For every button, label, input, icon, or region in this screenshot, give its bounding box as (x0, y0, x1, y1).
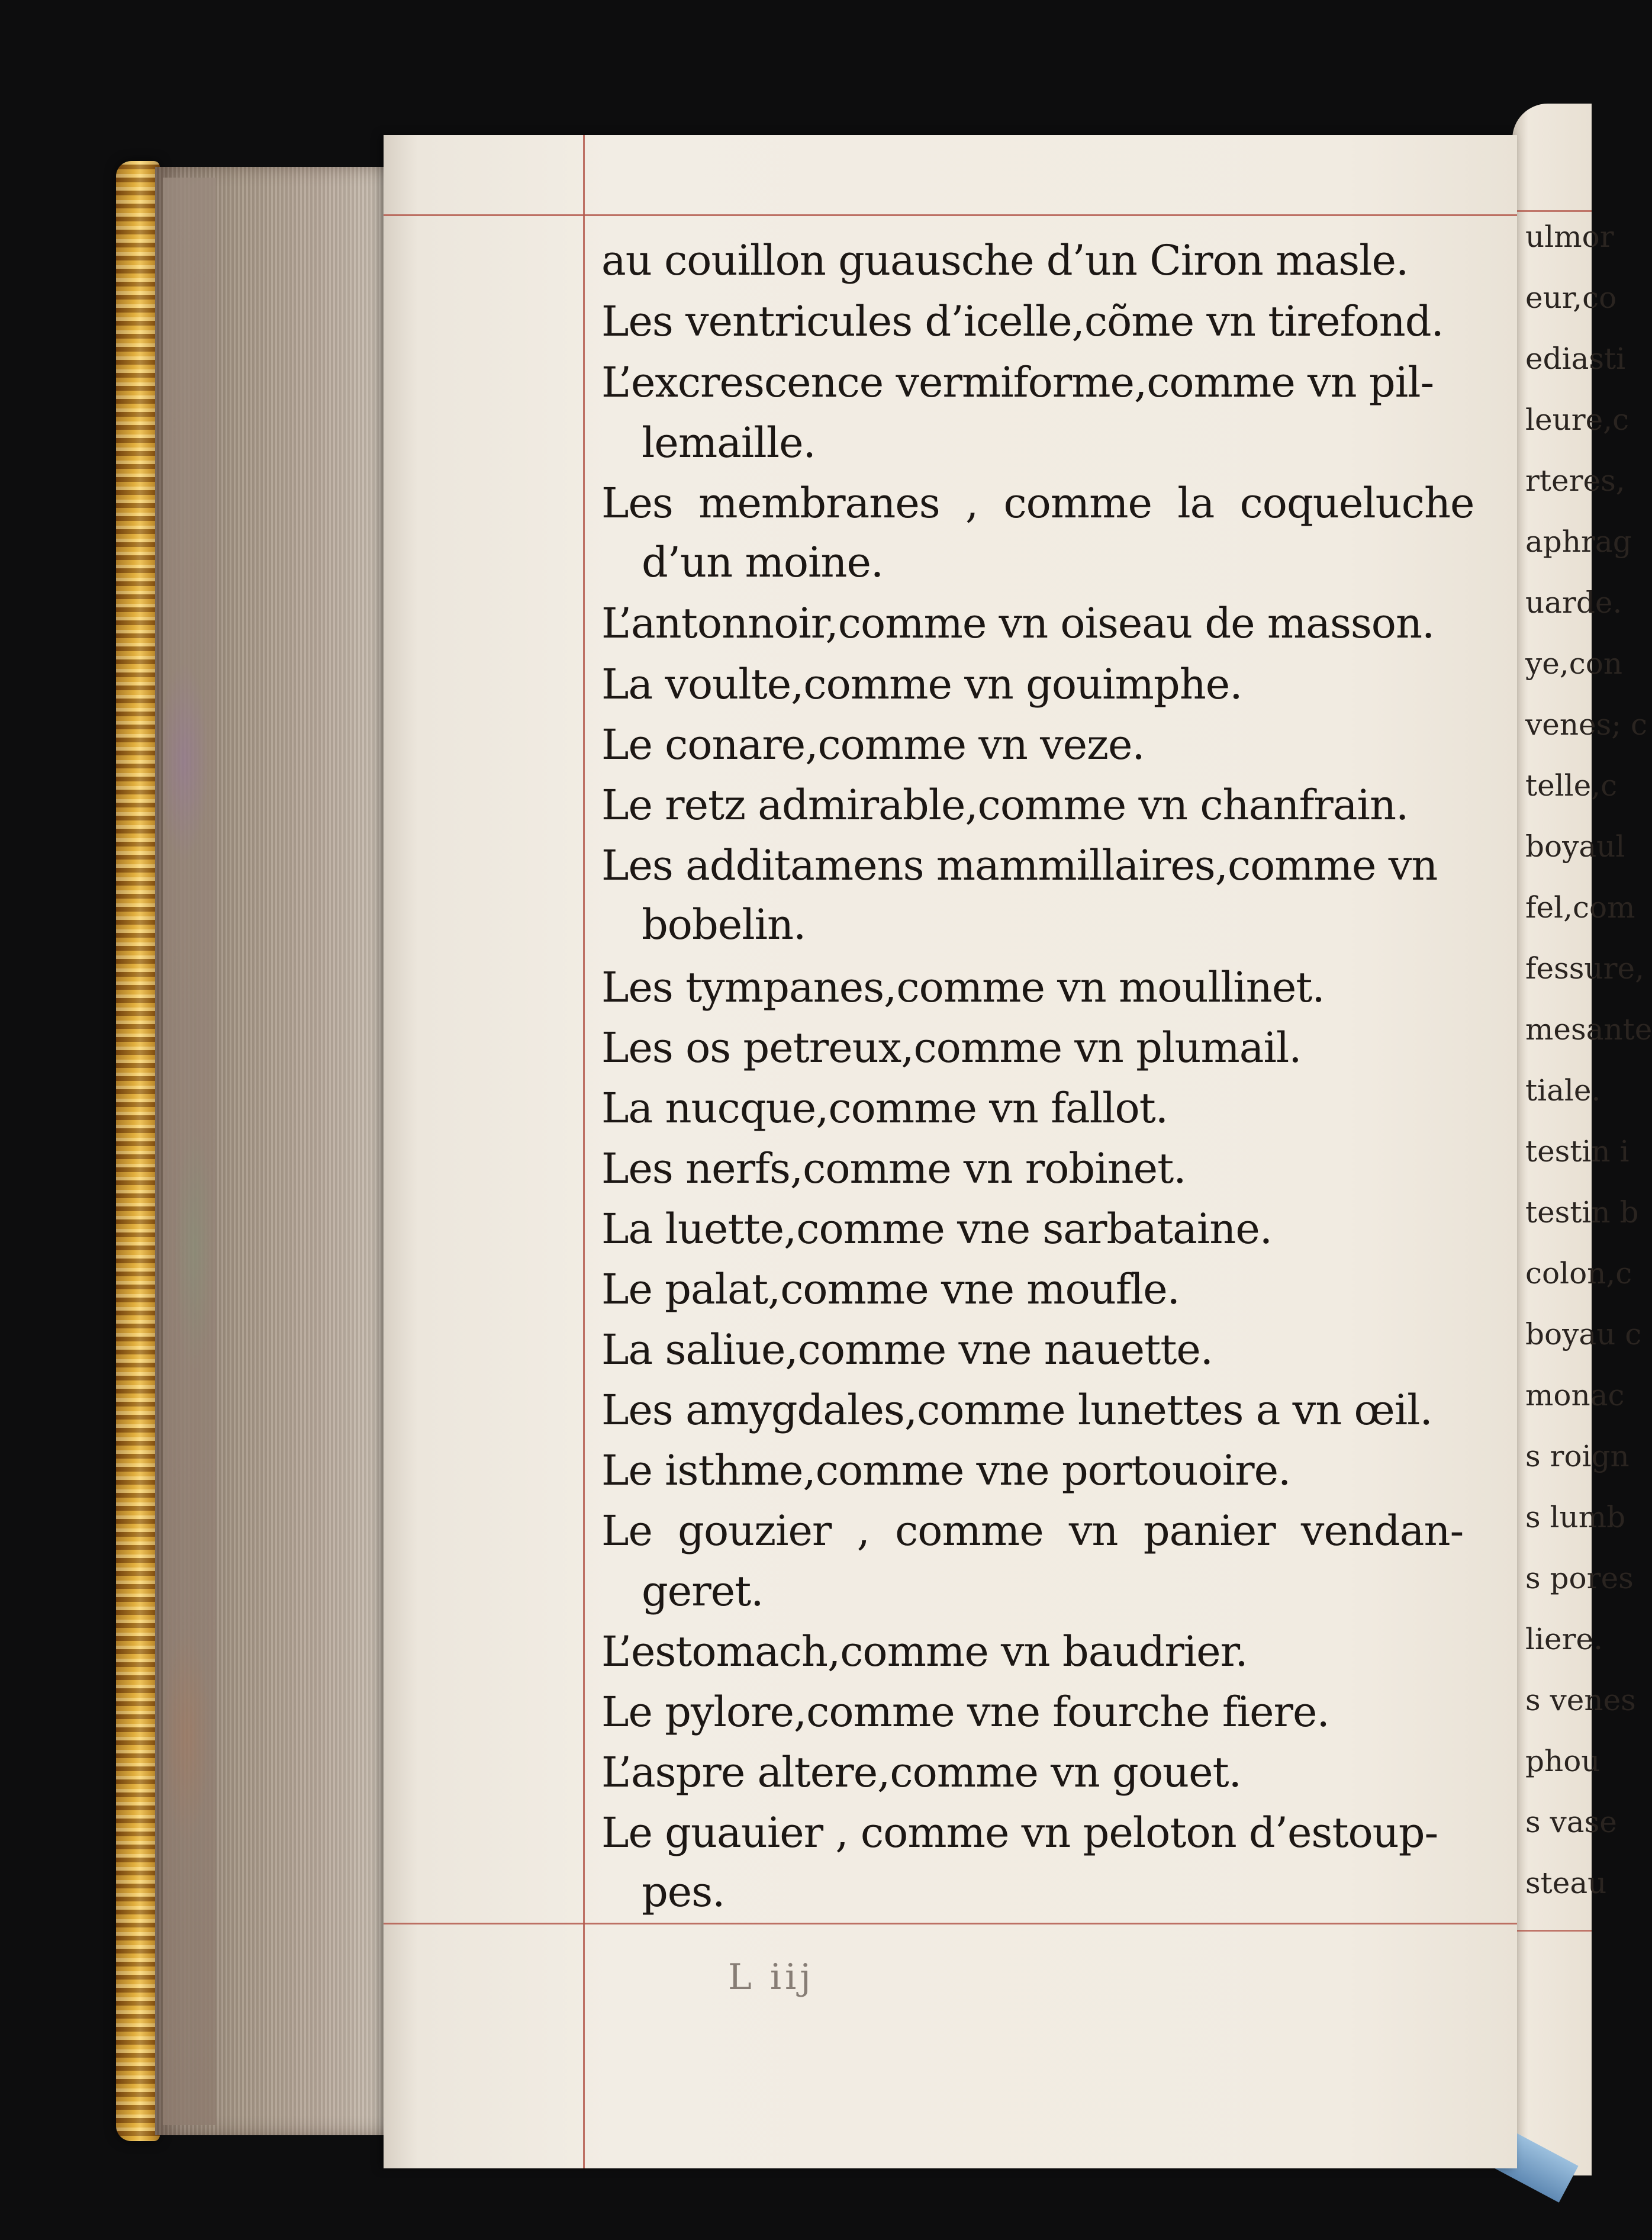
facing-page-fragment: boyau c (1525, 1317, 1642, 1351)
facing-page-fragment: fessure, (1525, 951, 1645, 986)
facing-page-fragment: steau (1525, 1866, 1607, 1900)
facing-page-fragment: tiale. (1525, 1073, 1601, 1108)
text-line: bobelin. (642, 900, 806, 949)
text-line: geret. (642, 1567, 764, 1615)
facing-page-fragment: mesante (1525, 1012, 1652, 1047)
text-line: Le isthme,comme vne portouoire. (601, 1446, 1291, 1495)
text-line: L’excrescence vermiforme,comme vn pil- (601, 358, 1434, 407)
facing-page-fragment: s vase (1525, 1805, 1617, 1839)
facing-page-fragment: phou (1525, 1744, 1601, 1778)
text-line: Les amygdales,comme lunettes a vn œil. (601, 1386, 1432, 1434)
text-line: Les os petreux,comme vn plumail. (601, 1024, 1302, 1072)
text-line: La saliue,comme vne nauette. (601, 1325, 1213, 1374)
facing-rule-bottom (1512, 1930, 1592, 1932)
signature-mark: L iij (728, 1956, 814, 1998)
facing-page-fragment: eur,co (1525, 281, 1617, 315)
facing-page-fragment: rteres, (1525, 464, 1625, 498)
text-line: Les additamens mammillaires,comme vn (601, 841, 1438, 890)
facing-page-fragment: s pores (1525, 1561, 1634, 1595)
facing-page-fragment: boyaul (1525, 829, 1625, 864)
text-line: L’aspre altere,comme vn gouet. (601, 1748, 1241, 1797)
facing-page-fragment: leure,c (1525, 403, 1630, 437)
margin-rule-bottom (384, 1923, 1517, 1924)
text-line: L’estomach,comme vn baudrier. (601, 1627, 1248, 1676)
facing-page-fragment: aphrag (1525, 524, 1632, 559)
text-line: Les tympanes,comme vn moullinet. (601, 963, 1325, 1012)
text-line: Le conare,comme vn veze. (601, 720, 1145, 769)
facing-page-fragment: testin b (1525, 1195, 1639, 1230)
facing-page-fragment: colon,c (1525, 1256, 1632, 1290)
facing-page-fragment: telle,c (1525, 768, 1618, 803)
facing-page-fragment: ye,con (1525, 646, 1623, 681)
facing-page-fragment: ediasti (1525, 342, 1626, 376)
margin-rule-top (384, 214, 1517, 216)
text-line: La nucque,comme vn fallot. (601, 1084, 1168, 1132)
marbled-edge (163, 178, 216, 2125)
gilt-book-edge (116, 161, 160, 2141)
text-line: lemaille. (642, 419, 816, 467)
margin-rule-vertical (583, 135, 585, 2168)
text-line: La luette,comme vne sarbataine. (601, 1205, 1273, 1253)
facing-page-fragment: s venes (1525, 1683, 1636, 1717)
text-line: La voulte,comme vn gouimphe. (601, 660, 1242, 709)
text-line: Le pylore,comme vne fourche fiere. (601, 1688, 1329, 1736)
facing-page-fragment: s roign (1525, 1439, 1630, 1473)
text-line: pes. (642, 1868, 725, 1916)
facing-page-fragment: testin i (1525, 1134, 1630, 1169)
facing-page-fragment: s lumb (1525, 1500, 1626, 1534)
facing-page-fragment: monac (1525, 1378, 1625, 1412)
text-line: au couillon guausche d’un Ciron masle. (601, 236, 1409, 285)
facing-page-fragment: ulmor (1525, 220, 1614, 254)
text-line: Les membranes , comme la coqueluche (601, 479, 1474, 527)
text-line: Le palat,comme vne moufle. (601, 1265, 1180, 1314)
facing-page-fragment: venes; c (1525, 707, 1648, 742)
facing-page-fragment: uarde. (1525, 585, 1622, 620)
text-line: d’un moine. (642, 538, 884, 587)
facing-rule-top (1512, 210, 1592, 212)
text-line: Le guauier , comme vn peloton d’estoup- (601, 1808, 1438, 1857)
text-line: L’antonnoir,comme vn oiseau de masson. (601, 599, 1435, 648)
facing-page-fragment: liere. (1525, 1622, 1603, 1656)
facing-page (1512, 104, 1652, 2175)
text-line: Les nerfs,comme vn robinet. (601, 1144, 1186, 1193)
text-line: Les ventricules d’icelle,cõme vn tirefond. (601, 297, 1444, 346)
text-line: Le gouzier , comme vn panier vendan- (601, 1507, 1464, 1555)
facing-page-fragment: fel,com (1525, 890, 1635, 925)
text-line: Le retz admirable,comme vn chanfrain. (601, 781, 1409, 829)
